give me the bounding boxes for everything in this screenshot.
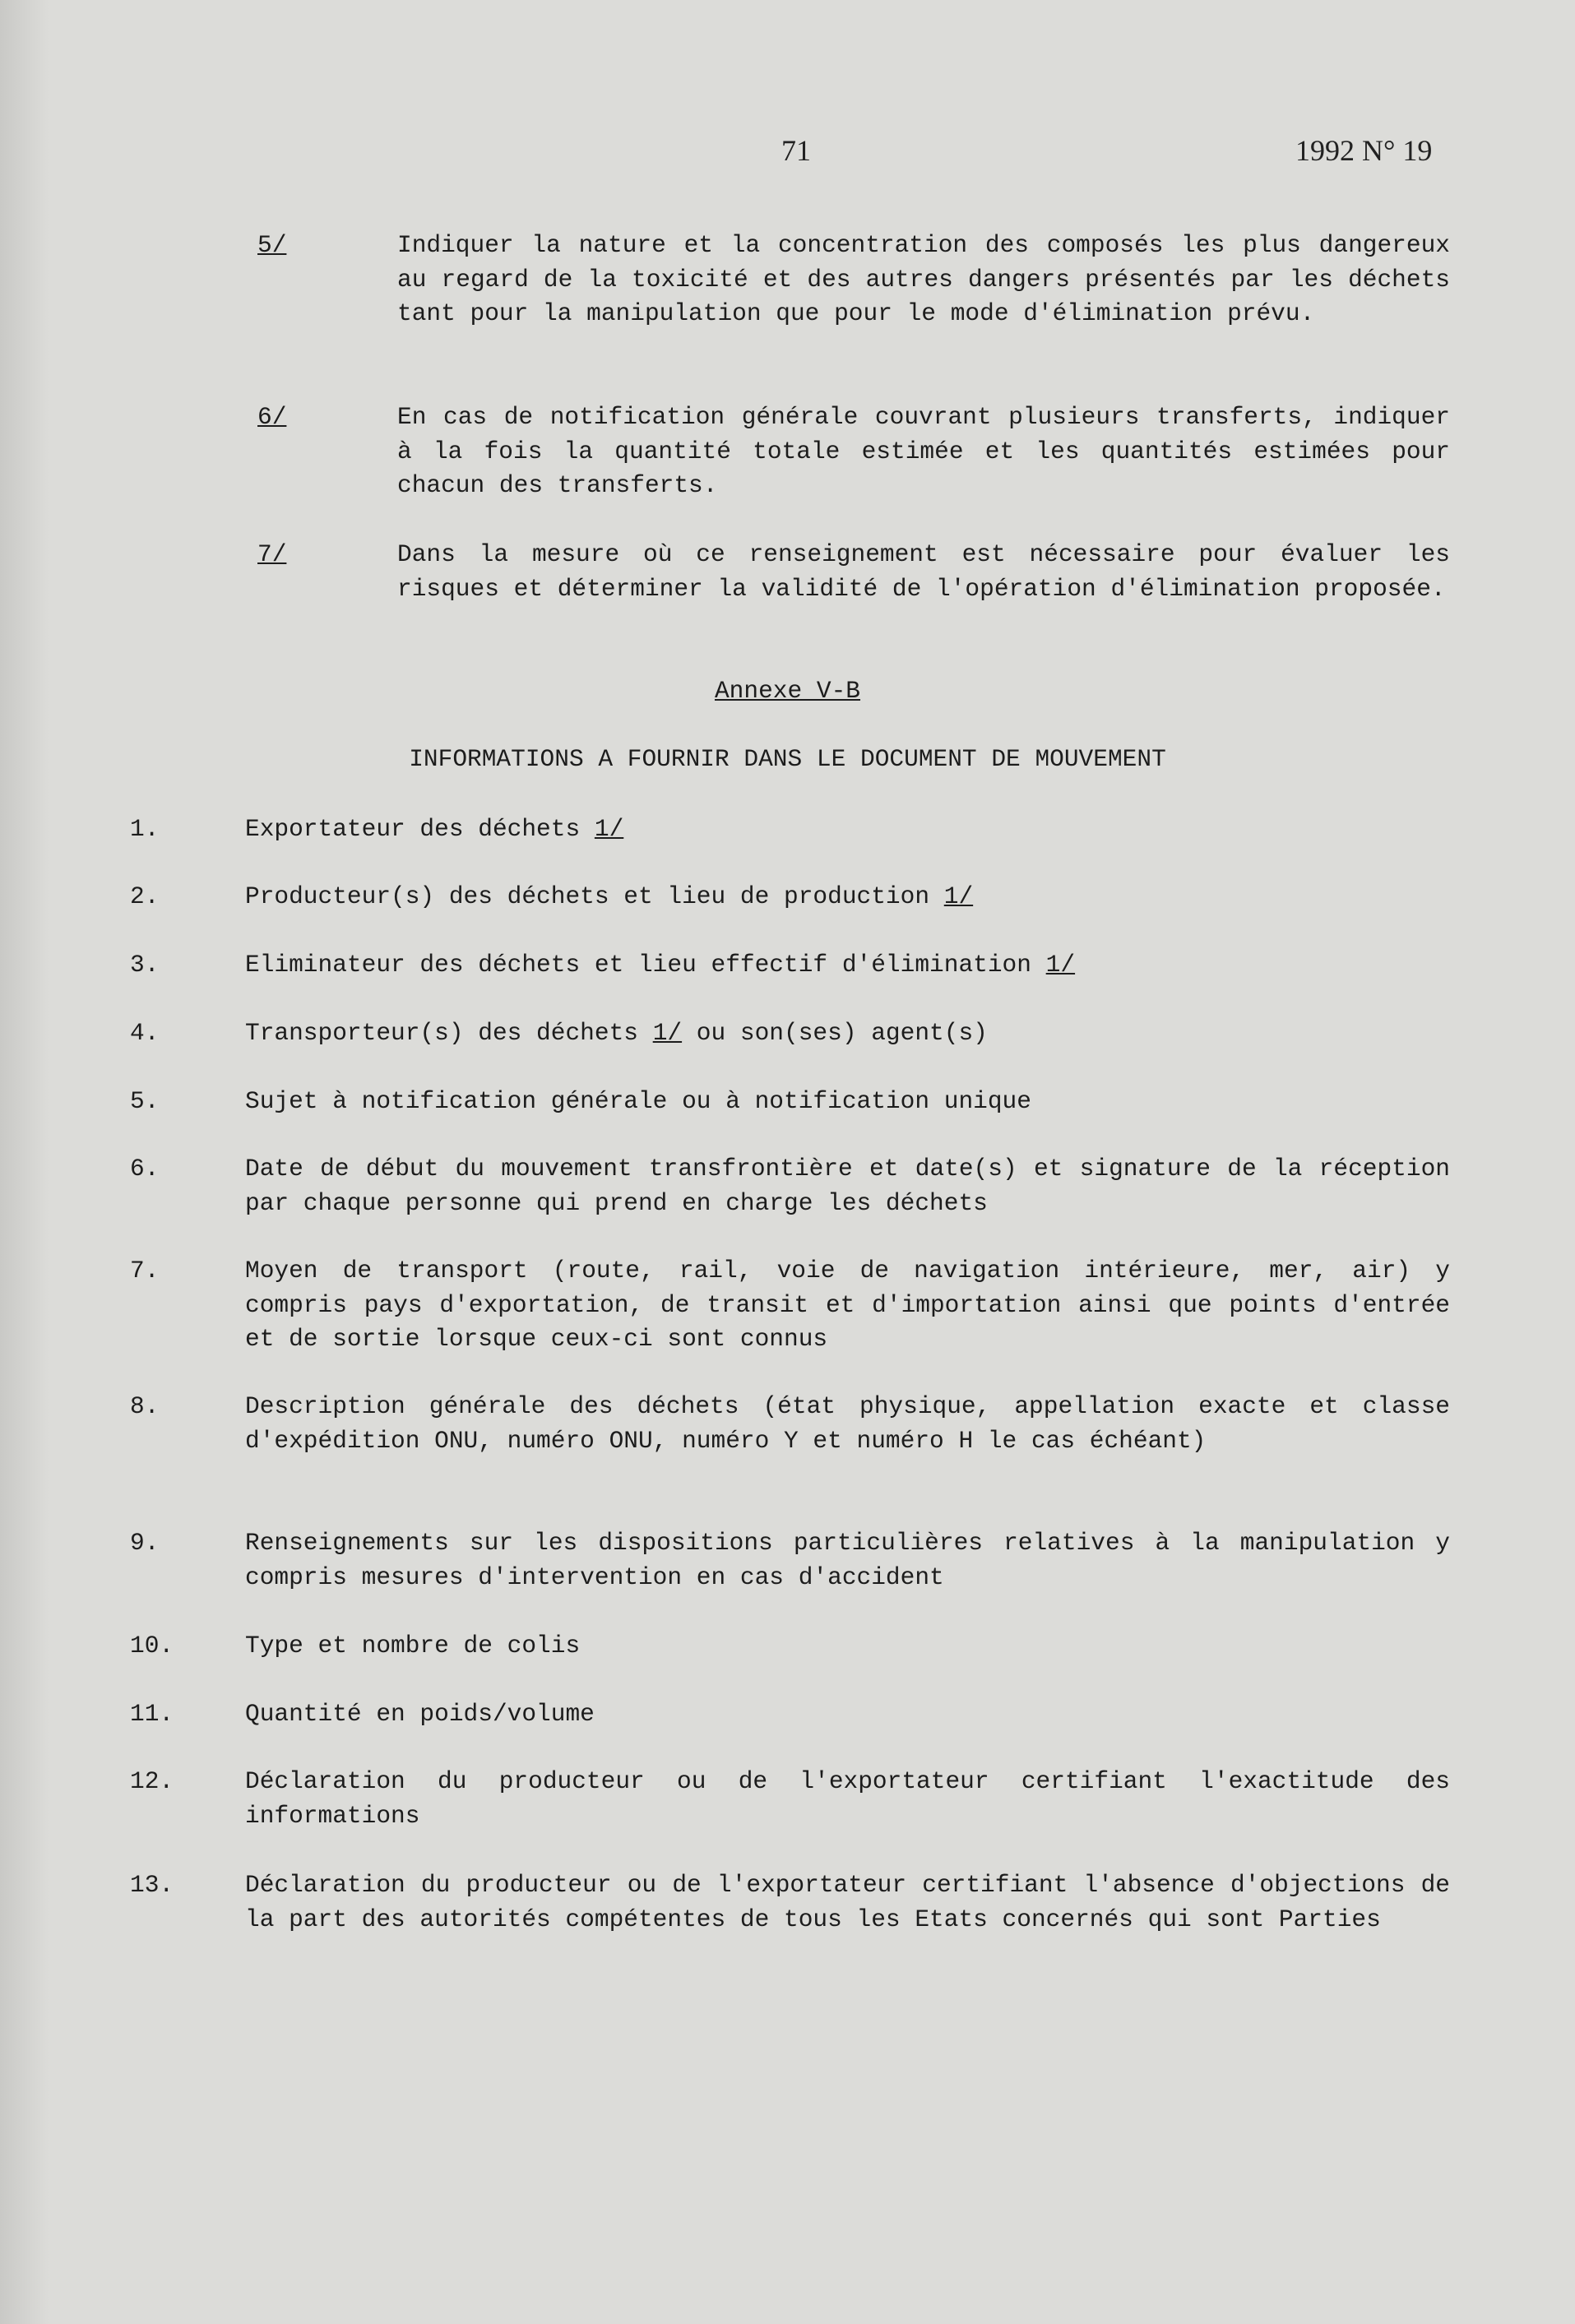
footnote-reference: 1/: [1045, 951, 1076, 979]
list-item: [130, 1868, 1450, 1937]
list-item: [130, 948, 1450, 983]
item-number: 4.: [130, 1019, 160, 1047]
item-text: Producteur(s) des déchets et lieu de production: [245, 882, 944, 910]
item-text: Quantité en poids/volume: [245, 1700, 595, 1728]
item-number: 7.: [130, 1257, 160, 1285]
page-number: 71: [781, 134, 811, 167]
annex-title: Annexe V-B: [714, 677, 861, 705]
list-item: [130, 880, 1450, 914]
page-edge-shadow: [0, 0, 49, 2324]
footnote-text: Indiquer la nature et la concentration des composés les plus dangereux au regard de la toxicité et des autres dangers présentés par les déchets tant pour la manipulation que pour le mode d'élimination prévu.: [397, 231, 1450, 327]
footnote-7: [257, 538, 1450, 606]
item-number: 11.: [130, 1700, 174, 1728]
item-number: 10.: [130, 1632, 174, 1660]
footnote-reference: 1/: [652, 1019, 683, 1047]
item-number: 9.: [130, 1529, 160, 1557]
footnote-mark: 5/: [257, 231, 287, 259]
document-reference: 1992 N° 19: [1295, 134, 1433, 167]
item-text: Moyen de transport (route, rail, voie de navigation intérieure, mer, air) y compris pays d'exportation, de transit et d'importation ainsi que points d'entrée et de sortie lorsque ceux-ci sont connus: [245, 1257, 1450, 1353]
item-text: Eliminateur des déchets et lieu effectif d'élimination: [245, 951, 1046, 979]
item-text: Sujet à notification générale ou à notification unique: [245, 1087, 1031, 1115]
list-item: [130, 1390, 1450, 1458]
footnote-5: [257, 229, 1450, 331]
list-item: [130, 1085, 1450, 1119]
list-item: [130, 1526, 1450, 1595]
annex-subtitle: INFORMATIONS A FOURNIR DANS LE DOCUMENT DE MOUVEMENT: [409, 745, 1166, 773]
list-item: [130, 1629, 1450, 1664]
list-item: [130, 1765, 1450, 1833]
footnote-mark: 6/: [257, 403, 287, 431]
item-number: 3.: [130, 951, 160, 979]
list-item: [130, 1016, 1450, 1051]
item-number: 5.: [130, 1087, 160, 1115]
item-text: Date de début du mouvement transfrontière et date(s) et signature de la réception par chaque personne qui prend en charge les déchets: [245, 1155, 1450, 1217]
item-text: Exportateur des déchets: [245, 815, 595, 843]
item-number: 12.: [130, 1767, 174, 1795]
item-number: 8.: [130, 1392, 160, 1420]
item-number: 1.: [130, 815, 160, 843]
list-item: [130, 812, 1450, 847]
list-item: [130, 1152, 1450, 1220]
footnote-text: Dans la mesure où ce renseignement est nécessaire pour évaluer les risques et déterminer la validité de l'opération d'élimination proposée.: [397, 540, 1450, 603]
item-text-tail: ou son(ses) agent(s): [682, 1019, 988, 1047]
item-number: 2.: [130, 882, 160, 910]
footnote-reference: 1/: [943, 882, 974, 910]
list-item: [130, 1254, 1450, 1357]
footnote-text: En cas de notification générale couvrant plusieurs transferts, indiquer à la fois la quantité totale estimée et les quantités estimées pour chacun des transferts.: [397, 403, 1450, 499]
footnote-reference: 1/: [594, 815, 624, 843]
item-text: Type et nombre de colis: [245, 1632, 581, 1660]
footnote-mark: 7/: [257, 540, 287, 568]
item-text: Déclaration du producteur ou de l'exportateur certifiant l'exactitude des informations: [245, 1767, 1450, 1830]
item-text: Déclaration du producteur ou de l'exportateur certifiant l'absence d'objections de la part des autorités compétentes de tous les Etats concernés qui sont Parties: [245, 1871, 1450, 1933]
item-text: Description générale des déchets (état physique, appellation exacte et classe d'expédition ONU, numéro ONU, numéro Y et numéro H le cas échéant): [245, 1392, 1450, 1455]
footnote-6: [257, 400, 1450, 503]
list-item: [130, 1697, 1450, 1732]
item-number: 13.: [130, 1871, 174, 1899]
item-text: Renseignements sur les dispositions particulières relatives à la manipulation y compris mesures d'intervention en cas d'accident: [245, 1529, 1450, 1591]
item-number: 6.: [130, 1155, 160, 1183]
item-text: Transporteur(s) des déchets: [245, 1019, 653, 1047]
